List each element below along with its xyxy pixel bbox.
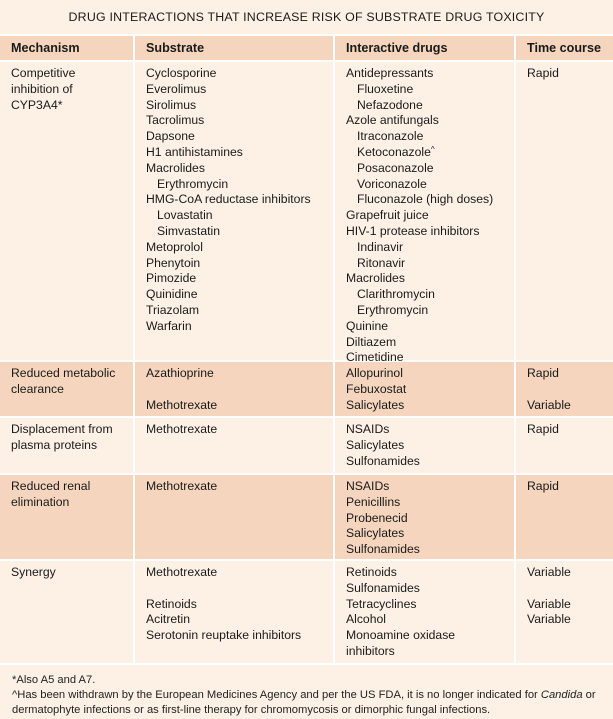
mechanism-cell <box>0 418 135 473</box>
table-header-row <box>0 36 613 62</box>
interactive-item: Itraconazole <box>357 129 424 144</box>
interactive-drugs-cell <box>335 561 516 663</box>
mechanism-cell <box>0 475 135 559</box>
substrate-item: Tacrolimus <box>146 113 205 128</box>
footnote-withdrawn-continued: dermatophyte infections or as first-line therapy for chromomycosis or dimorphic fungal infections. <box>12 704 491 717</box>
substrate-cell <box>135 561 335 663</box>
mechanism-text: elimination <box>11 494 70 509</box>
substrate-item: Warfarin <box>146 318 192 333</box>
time-course-text: Rapid <box>527 366 559 380</box>
time-course-text: Variable <box>527 565 571 579</box>
substrate-item: Simvastatin <box>157 223 220 238</box>
interactive-item: NSAIDs <box>346 422 390 436</box>
header-mechanism: Mechanism <box>0 36 135 60</box>
interactive-item: inhibitors <box>346 643 395 658</box>
ketoconazole-text: Ketoconazole <box>357 144 431 159</box>
interactive-item: Sulfonamides <box>346 453 420 468</box>
interactive-item: Fluconazole (high doses) <box>357 192 494 207</box>
table-title: DRUG INTERACTIONS THAT INCREASE RISK OF SUBSTRATE DRUG TOXICITY <box>0 0 613 36</box>
interactive-item: Posaconazole <box>357 160 434 175</box>
substrate-item: Retinoids <box>146 596 197 611</box>
substrate-item: Pimozide <box>146 271 197 286</box>
header-substrate: Substrate <box>135 36 335 60</box>
interactive-item: Penicillins <box>346 494 401 509</box>
header-interactive-drugs: Interactive drugs <box>335 36 516 60</box>
interactive-item: Quinine <box>346 318 389 333</box>
interactive-item: Sulfonamides <box>346 542 420 557</box>
time-course-text: Rapid <box>527 66 559 80</box>
substrate-item: Metoprolol <box>146 239 203 254</box>
interactive-item: HIV-1 protease inhibitors <box>346 223 480 238</box>
time-course-text: Variable <box>527 596 571 611</box>
time-course-text <box>527 581 613 597</box>
substrate-item: Everolimus <box>146 81 207 96</box>
interactive-item: Antidepressants <box>346 66 434 80</box>
substrate-item: Methotrexate <box>146 479 218 493</box>
interactive-drugs-cell <box>335 362 516 416</box>
table-row <box>0 360 613 416</box>
substrate-item <box>146 581 333 597</box>
interactive-item: Febuxostat <box>346 381 407 396</box>
substrate-item: Sirolimus <box>146 97 197 112</box>
substrate-item: Lovastatin <box>157 208 213 223</box>
footnote-cyp: *Also A5 and A7. <box>12 674 96 686</box>
substrate-item: Erythromycin <box>157 176 229 191</box>
interactive-item: NSAIDs <box>346 479 390 493</box>
time-course-cell <box>516 418 613 473</box>
interactive-item: Nefazodone <box>357 97 423 112</box>
substrate-cell <box>135 475 335 559</box>
interactive-item: Retinoids <box>346 565 397 579</box>
footnote-italic-text: Candida <box>540 689 583 702</box>
substrate-item: Methotrexate <box>146 565 218 579</box>
substrate-cell <box>135 362 335 416</box>
interactive-item: Clarithromycin <box>357 287 435 302</box>
time-course-cell <box>516 362 613 416</box>
interactive-item: Salicylates <box>346 397 405 412</box>
interactive-item: Ritonavir <box>357 255 406 270</box>
header-time-course: Time course <box>527 41 601 55</box>
interactive-item: Azole antifungals <box>346 113 439 128</box>
interactive-item <box>346 145 514 161</box>
interactive-item: Monoamine oxidase <box>346 628 456 643</box>
footnotes <box>0 663 613 719</box>
substrate-item: Quinidine <box>146 287 198 302</box>
substrate-item: Acitretin <box>146 612 191 627</box>
interactive-item: Salicylates <box>346 437 405 452</box>
footnote-text: or <box>582 689 596 702</box>
mechanism-text: Reduced renal <box>11 479 91 493</box>
mechanism-text: Competitive <box>11 66 76 80</box>
substrate-item: Dapsone <box>146 129 195 144</box>
time-course-cell <box>516 561 613 663</box>
mechanism-text: clearance <box>11 381 64 396</box>
withdrawn-footnote-mark: ^ <box>430 144 435 154</box>
mechanism-text: inhibition of <box>11 81 73 96</box>
interactive-item: Sulfonamides <box>346 580 420 595</box>
substrate-item: Methotrexate <box>146 422 218 436</box>
substrate-item: Serotonin reuptake inhibitors <box>146 628 302 643</box>
interactive-item: Macrolides <box>346 271 405 286</box>
mechanism-cell <box>0 362 135 416</box>
substrate-item: Macrolides <box>146 160 205 175</box>
interactive-item: Salicylates <box>346 526 405 541</box>
interactive-drugs-cell <box>335 62 516 365</box>
substrate-item: Methotrexate <box>146 397 218 412</box>
time-course-text: Rapid <box>527 479 559 493</box>
mechanism-text: Reduced metabolic <box>11 366 116 380</box>
time-course-text <box>527 382 613 398</box>
interactive-item: Indinavir <box>357 239 404 254</box>
substrate-item <box>146 382 333 398</box>
time-course-cell <box>516 475 613 559</box>
table-row <box>0 62 613 365</box>
interactive-item: Diltiazem <box>346 334 397 349</box>
table-row <box>0 416 613 473</box>
substrate-item: Triazolam <box>146 302 200 317</box>
time-course-text: Rapid <box>527 422 559 436</box>
substrate-cell <box>135 62 335 360</box>
mechanism-text: Synergy <box>11 565 56 579</box>
substrate-item: Cyclosporine <box>146 66 217 80</box>
table-row <box>0 559 613 663</box>
interactive-item: Grapefruit juice <box>346 208 429 223</box>
footnote-text: ^Has been withdrawn by the European Medicines Agency and per the US FDA, it is no longer indicated for <box>12 689 541 702</box>
interactive-item: Voriconazole <box>357 176 427 191</box>
table-row <box>0 473 613 559</box>
interactive-item: Fluoxetine <box>357 81 414 96</box>
time-course-cell <box>516 62 613 360</box>
substrate-cell <box>135 418 335 473</box>
mechanism-cell <box>0 561 135 663</box>
interactive-item: Erythromycin <box>357 302 429 317</box>
time-course-text: Variable <box>527 397 571 412</box>
mechanism-cell <box>0 62 135 360</box>
interactive-item: Tetracyclines <box>346 596 417 611</box>
substrate-item: Phenytoin <box>146 255 201 270</box>
substrate-item: H1 antihistamines <box>146 144 243 159</box>
interactive-item: Allopurinol <box>346 366 403 380</box>
interactive-drugs-cell <box>335 475 516 559</box>
interactive-item: Alcohol <box>346 612 386 627</box>
interactive-item: Probenecid <box>346 510 408 525</box>
mechanism-text: CYP3A4* <box>11 97 63 112</box>
time-course-text: Variable <box>527 612 571 627</box>
mechanism-text: plasma proteins <box>11 437 98 452</box>
substrate-item: Azathioprine <box>146 366 214 380</box>
interactive-item: Cimetidine <box>346 350 404 365</box>
mechanism-text: Displacement from <box>11 422 113 436</box>
substrate-item: HMG-CoA reductase inhibitors <box>146 192 311 207</box>
footnote-withdrawn <box>12 688 601 703</box>
interactive-drugs-cell <box>335 418 516 473</box>
